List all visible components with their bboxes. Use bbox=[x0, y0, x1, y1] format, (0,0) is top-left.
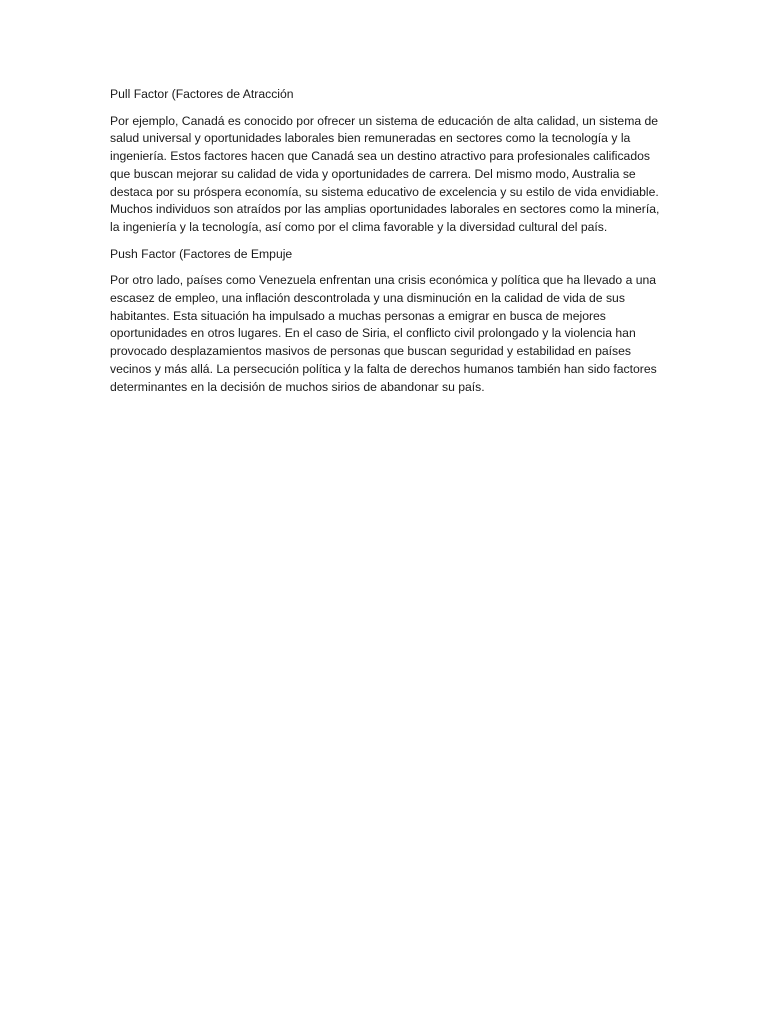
document-body bbox=[110, 86, 662, 405]
section-paragraph-pull-factor: Por ejemplo, Canadá es conocido por ofrecer un sistema de educación de alta calidad, un sistema de salud universal y oportunidades laborales bien remuneradas en sectores como la tecnología y la ingeniería. Estos factores hacen que Canadá sea un destino atractivo para profesionales calificados que buscan mejorar su calidad de vida y oportunidades de carrera. Del mismo modo, Australia se destaca por su próspera economía, su sistema educativo de excelencia y su estilo de vida envidiable. Muchos individuos son atraídos por las amplias oportunidades laborales en sectores como la minería, la ingeniería y la tecnología, así como por el clima favorable y la diversidad cultural del país. bbox=[110, 113, 660, 234]
section-heading-pull-factor: Pull Factor (Factores de Atracción bbox=[110, 87, 294, 101]
section-heading-push-factor: Push Factor (Factores de Empuje bbox=[110, 246, 293, 261]
section-paragraph-push-factor: Por otro lado, países como Venezuela enfrentan una crisis económica y política que ha llevado a una escasez de empleo, una inflación descontrolada y una disminución en la calidad de vida de sus habitantes. Esta situación ha impulsado a muchas personas a emigrar en busca de mejores oportunidades en otros lugares. En el caso de Siria, el conflicto civil prolongado y la violencia han provocado desplazamientos masivos de personas que buscan seguridad y estabilidad en países vecinos y más allá. La persecución política y la falta de derechos humanos también han sido factores determinantes en la decisión de muchos sirios de abandonar su país. bbox=[110, 273, 657, 394]
